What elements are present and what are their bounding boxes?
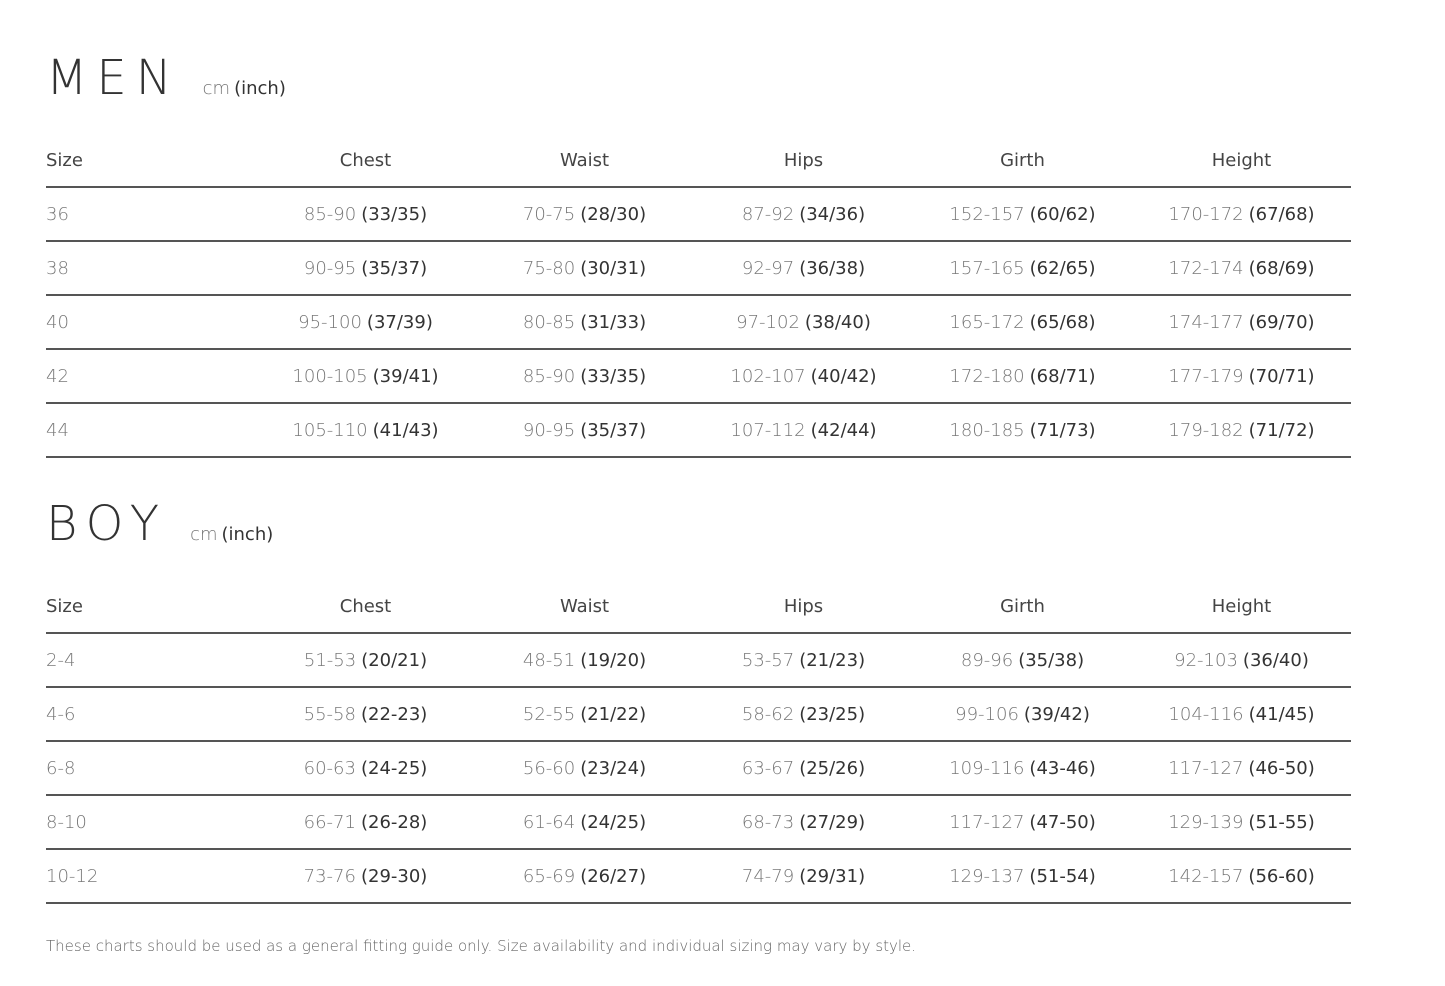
cm-value: 90-95 <box>303 257 357 279</box>
table-row <box>46 241 1351 295</box>
cm-value: 165-172 <box>949 311 1025 333</box>
cm-value: 172-174 <box>1168 257 1244 279</box>
inch-value: (23/25) <box>799 703 866 725</box>
inch-value: (39/42) <box>1023 703 1090 725</box>
boy-section <box>46 496 1351 904</box>
inch-value: (68/71) <box>1029 365 1096 387</box>
inch-value: (47-50) <box>1029 811 1096 833</box>
inch-value: (35/37) <box>580 419 647 441</box>
measurement-cell-waist <box>475 849 694 903</box>
inch-value: (62/65) <box>1029 257 1096 279</box>
column-header-size: Size <box>46 580 256 633</box>
cm-value: 117-127 <box>949 811 1025 833</box>
cm-value: 92-97 <box>741 257 795 279</box>
measurement-cell-hips <box>694 849 913 903</box>
size-cell: 6-8 <box>46 741 256 795</box>
measurement-cell-waist <box>475 349 694 403</box>
cm-value: 177-179 <box>1168 365 1244 387</box>
cm-value: 105-110 <box>292 419 368 441</box>
measurement-cell-chest <box>256 741 475 795</box>
measurement-cell-waist <box>475 687 694 741</box>
cm-value: 75-80 <box>522 257 576 279</box>
inch-value: (35/38) <box>1018 649 1085 671</box>
measurement-cell-chest <box>256 187 475 241</box>
cm-value: 97-102 <box>736 311 800 333</box>
table-row <box>46 403 1351 457</box>
measurement-cell-girth <box>913 187 1132 241</box>
size-cell: 4-6 <box>46 687 256 741</box>
men-section <box>46 50 1351 458</box>
cm-value: 104-116 <box>1168 703 1244 725</box>
cm-value: 58-62 <box>741 703 795 725</box>
cm-value: 142-157 <box>1168 865 1244 887</box>
table-header-row <box>46 580 1351 633</box>
inch-value: (34/36) <box>799 203 866 225</box>
inch-value: (41/45) <box>1248 703 1315 725</box>
boy-unit-note <box>190 524 273 545</box>
inch-value: (29/31) <box>799 865 866 887</box>
measurement-cell-chest <box>256 633 475 687</box>
unit-cm-label: cm <box>202 78 231 99</box>
cm-value: 55-58 <box>303 703 356 725</box>
column-header-height: Height <box>1132 580 1351 633</box>
cm-value: 85-90 <box>303 203 357 225</box>
column-header-size: Size <box>46 134 256 187</box>
inch-value: (30/31) <box>580 257 647 279</box>
column-header-girth: Girth <box>913 580 1132 633</box>
measurement-cell-hips <box>694 633 913 687</box>
inch-value: (26-28) <box>360 811 428 833</box>
measurement-cell-chest <box>256 795 475 849</box>
measurement-cell-height <box>1132 633 1351 687</box>
cm-value: 100-105 <box>292 365 368 387</box>
measurement-cell-height <box>1132 403 1351 457</box>
table-row <box>46 349 1351 403</box>
inch-value: (24/25) <box>580 811 647 833</box>
measurement-cell-height <box>1132 349 1351 403</box>
measurement-cell-waist <box>475 295 694 349</box>
size-cell: 2-4 <box>46 633 256 687</box>
cm-value: 70-75 <box>522 203 576 225</box>
measurement-cell-height <box>1132 849 1351 903</box>
unit-cm-label: cm <box>190 524 218 545</box>
measurement-cell-height <box>1132 187 1351 241</box>
boy-title: BOY <box>46 496 169 552</box>
cm-value: 129-137 <box>949 865 1025 887</box>
cm-value: 52-55 <box>522 703 576 725</box>
measurement-cell-chest <box>256 295 475 349</box>
column-header-chest: Chest <box>256 134 475 187</box>
inch-value: (28/30) <box>580 203 647 225</box>
column-header-chest: Chest <box>256 580 475 633</box>
column-header-hips: Hips <box>694 134 913 187</box>
cm-value: 92-103 <box>1174 649 1238 671</box>
cm-value: 51-53 <box>303 649 357 671</box>
inch-value: (21/22) <box>580 703 647 725</box>
cm-value: 53-57 <box>741 649 795 671</box>
measurement-cell-hips <box>694 403 913 457</box>
inch-value: (22-23) <box>360 703 428 725</box>
column-header-height: Height <box>1132 134 1351 187</box>
size-cell: 36 <box>46 187 256 241</box>
measurement-cell-height <box>1132 687 1351 741</box>
inch-value: (39/41) <box>372 365 439 387</box>
cm-value: 74-79 <box>741 865 795 887</box>
measurement-cell-girth <box>913 349 1132 403</box>
table-header-row <box>46 134 1351 187</box>
measurement-cell-height <box>1132 241 1351 295</box>
boy-size-table <box>46 580 1351 904</box>
cm-value: 109-116 <box>949 757 1025 779</box>
inch-value: (33/35) <box>580 365 647 387</box>
size-cell: 38 <box>46 241 256 295</box>
table-row <box>46 849 1351 903</box>
inch-value: (56-60) <box>1248 865 1315 887</box>
measurement-cell-waist <box>475 241 694 295</box>
inch-value: (27/29) <box>799 811 866 833</box>
inch-value: (46-50) <box>1248 757 1315 779</box>
inch-value: (20/21) <box>361 649 428 671</box>
measurement-cell-height <box>1132 795 1351 849</box>
table-row <box>46 795 1351 849</box>
cm-value: 107-112 <box>730 419 806 441</box>
inch-value: (60/62) <box>1029 203 1096 225</box>
inch-value: (26/27) <box>580 865 647 887</box>
cm-value: 157-165 <box>949 257 1025 279</box>
cm-value: 102-107 <box>730 365 806 387</box>
cm-value: 66-71 <box>303 811 356 833</box>
cm-value: 179-182 <box>1168 419 1244 441</box>
measurement-cell-chest <box>256 687 475 741</box>
cm-value: 89-96 <box>960 649 1014 671</box>
inch-value: (51-55) <box>1248 811 1315 833</box>
table-row <box>46 741 1351 795</box>
measurement-cell-chest <box>256 849 475 903</box>
cm-value: 152-157 <box>949 203 1025 225</box>
inch-value: (19/20) <box>580 649 647 671</box>
measurement-cell-girth <box>913 403 1132 457</box>
measurement-cell-hips <box>694 295 913 349</box>
size-cell: 44 <box>46 403 256 457</box>
measurement-cell-girth <box>913 741 1132 795</box>
cm-value: 129-139 <box>1168 811 1244 833</box>
cm-value: 73-76 <box>303 865 356 887</box>
men-heading <box>46 50 1351 106</box>
inch-value: (23/24) <box>580 757 647 779</box>
cm-value: 95-100 <box>298 311 362 333</box>
column-header-waist: Waist <box>475 134 694 187</box>
inch-value: (65/68) <box>1029 311 1096 333</box>
inch-value: (21/23) <box>799 649 866 671</box>
table-row <box>46 295 1351 349</box>
inch-value: (40/42) <box>810 365 877 387</box>
cm-value: 180-185 <box>949 419 1025 441</box>
inch-value: (36/38) <box>799 257 866 279</box>
inch-value: (67/68) <box>1248 203 1315 225</box>
size-cell: 40 <box>46 295 256 349</box>
inch-value: (71/72) <box>1248 419 1315 441</box>
cm-value: 48-51 <box>522 649 576 671</box>
cm-value: 85-90 <box>522 365 576 387</box>
inch-value: (29-30) <box>360 865 428 887</box>
inch-value: (37/39) <box>366 311 433 333</box>
cm-value: 170-172 <box>1168 203 1244 225</box>
column-header-girth: Girth <box>913 134 1132 187</box>
cm-value: 80-85 <box>522 311 576 333</box>
fitting-guide-footnote: These charts should be used as a general fitting guide only. Size availability and individual sizing may vary by style. <box>46 937 917 955</box>
inch-value: (68/69) <box>1248 257 1315 279</box>
measurement-cell-hips <box>694 187 913 241</box>
unit-inch-label: (inch) <box>221 524 274 545</box>
inch-value: (71/73) <box>1029 419 1096 441</box>
measurement-cell-girth <box>913 295 1132 349</box>
measurement-cell-chest <box>256 403 475 457</box>
size-cell: 42 <box>46 349 256 403</box>
measurement-cell-girth <box>913 241 1132 295</box>
measurement-cell-height <box>1132 741 1351 795</box>
men-title: MEN <box>46 50 181 106</box>
measurement-cell-hips <box>694 795 913 849</box>
cm-value: 56-60 <box>522 757 576 779</box>
table-row <box>46 633 1351 687</box>
inch-value: (51-54) <box>1029 865 1096 887</box>
cm-value: 172-180 <box>949 365 1025 387</box>
boy-heading <box>46 496 1351 552</box>
measurement-cell-hips <box>694 241 913 295</box>
measurement-cell-waist <box>475 633 694 687</box>
cm-value: 174-177 <box>1168 311 1244 333</box>
table-row <box>46 687 1351 741</box>
measurement-cell-chest <box>256 349 475 403</box>
inch-value: (69/70) <box>1248 311 1315 333</box>
cm-value: 87-92 <box>741 203 795 225</box>
cm-value: 117-127 <box>1168 757 1244 779</box>
measurement-cell-hips <box>694 687 913 741</box>
men-size-table <box>46 134 1351 458</box>
unit-inch-label: (inch) <box>234 78 286 99</box>
column-header-waist: Waist <box>475 580 694 633</box>
measurement-cell-waist <box>475 187 694 241</box>
inch-value: (41/43) <box>372 419 439 441</box>
size-cell: 10-12 <box>46 849 256 903</box>
table-row <box>46 187 1351 241</box>
inch-value: (43-46) <box>1029 757 1096 779</box>
measurement-cell-waist <box>475 403 694 457</box>
measurement-cell-waist <box>475 741 694 795</box>
measurement-cell-waist <box>475 795 694 849</box>
inch-value: (33/35) <box>361 203 428 225</box>
measurement-cell-hips <box>694 741 913 795</box>
inch-value: (35/37) <box>361 257 428 279</box>
measurement-cell-height <box>1132 295 1351 349</box>
inch-value: (25/26) <box>799 757 866 779</box>
inch-value: (38/40) <box>804 311 871 333</box>
cm-value: 63-67 <box>741 757 795 779</box>
measurement-cell-chest <box>256 241 475 295</box>
men-unit-note <box>203 78 286 99</box>
inch-value: (24-25) <box>360 757 428 779</box>
measurement-cell-girth <box>913 849 1132 903</box>
column-header-hips: Hips <box>694 580 913 633</box>
inch-value: (36/40) <box>1242 649 1309 671</box>
cm-value: 61-64 <box>522 811 576 833</box>
measurement-cell-girth <box>913 795 1132 849</box>
cm-value: 65-69 <box>522 865 576 887</box>
cm-value: 90-95 <box>522 419 576 441</box>
measurement-cell-girth <box>913 633 1132 687</box>
cm-value: 68-73 <box>741 811 795 833</box>
measurement-cell-girth <box>913 687 1132 741</box>
cm-value: 60-63 <box>303 757 356 779</box>
inch-value: (31/33) <box>580 311 647 333</box>
measurement-cell-hips <box>694 349 913 403</box>
inch-value: (42/44) <box>810 419 877 441</box>
size-cell: 8-10 <box>46 795 256 849</box>
cm-value: 99-106 <box>955 703 1019 725</box>
inch-value: (70/71) <box>1248 365 1315 387</box>
